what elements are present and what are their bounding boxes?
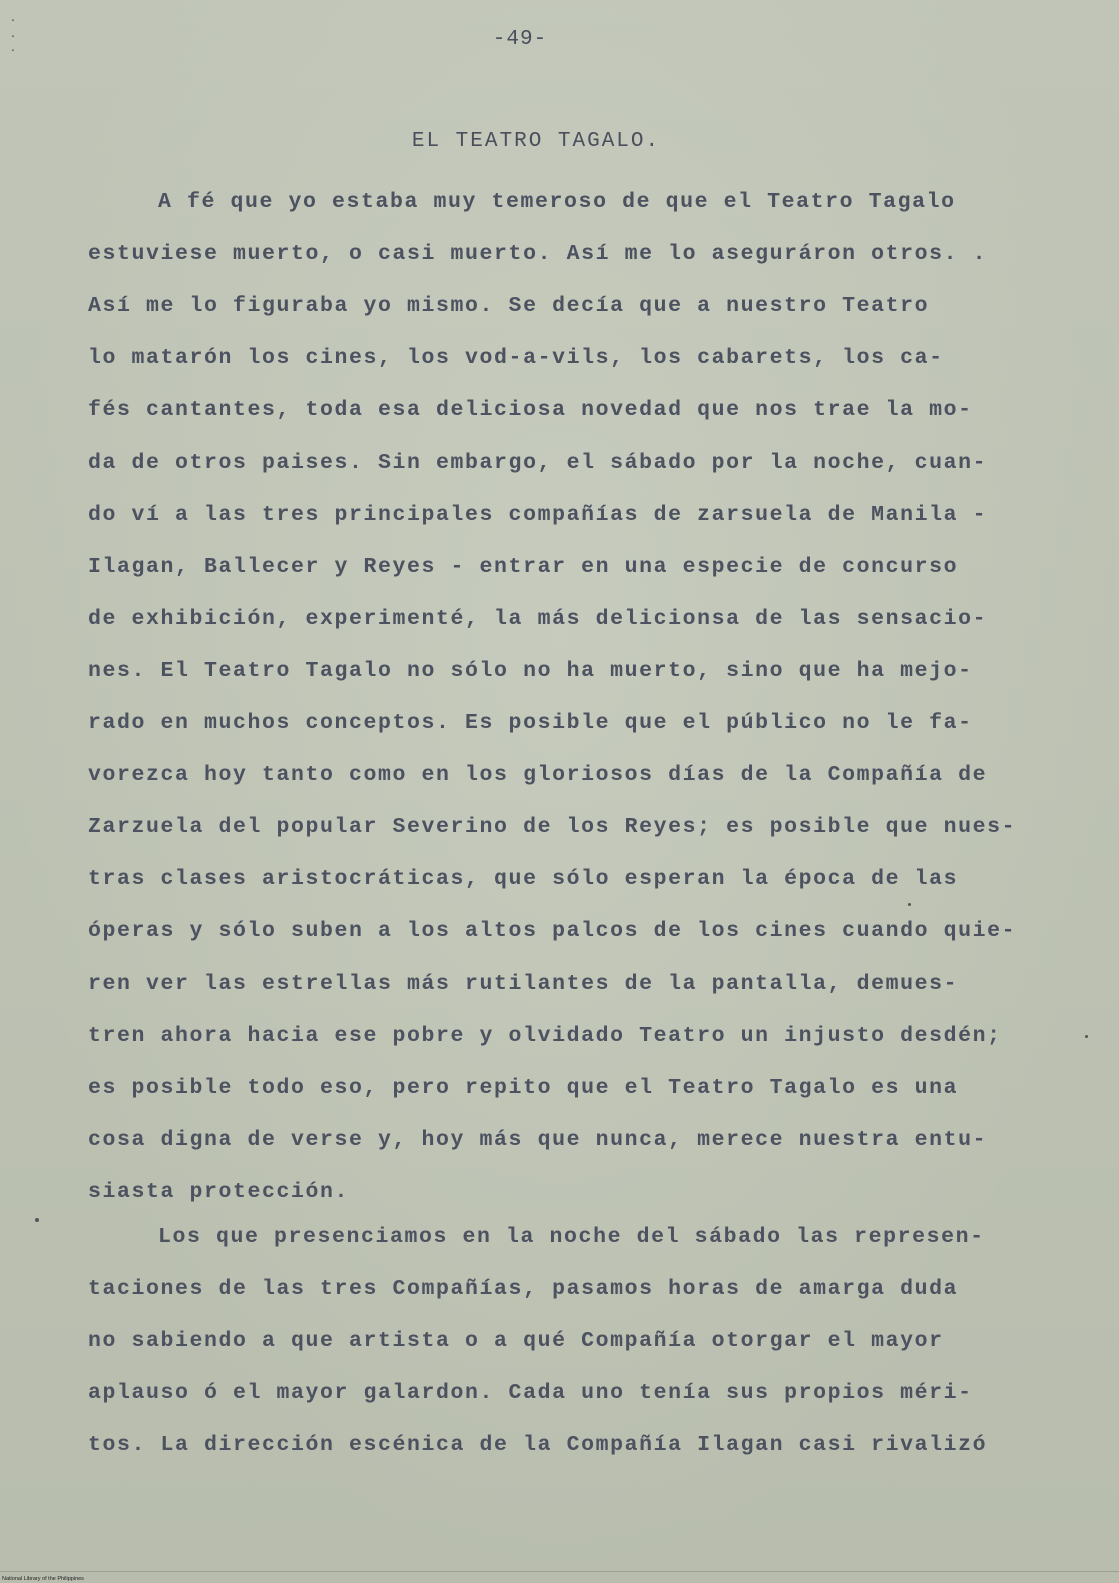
document-page: . . . -49- EL TEATRO TAGALO. A fé que yo estaba muy temeroso de que el Teatro Tagalo estuviese muerto, o casi muerto. Así me lo aseguráron otros. . Así me lo figuraba yo mismo. Se decía que a nuestro Teatro lo matarón los cines, los vod-a-vils, los cabarets, los ca- fés cantantes, toda esa deliciosa novedad que nos trae la mo- da de otros paises. Sin embargo, el sábado por la noche, cuan- do ví a las tres principales compañías de zarsuela de Manila - Ilagan, Ballecer y Reyes - entrar en una especie de concurso de exhibición, experimenté, la más delicionsa de las sensacio- nes. El Teatro Tagalo no sólo no ha muerto, sino que ha mejo- rado en muchos conceptos. Es posible que el público no le fa- vorezca hoy tanto como en los gloriosos días de la Compañía de Zarzuela del popular Severino de los Reyes; es posible que nues- tras clases aristocráticas, que sólo esperan la época de las óperas y sólo suben a los altos palcos de los cines cuando quie- ren ver las estrellas más rutilantes de la pantalla, demues- tren ahora hacia ese pobre y olvidado Teatro un injusto desdén; es posible todo eso, pero repito que el Teatro Tagalo es una cosa digna de verse y, hoy más que nunca, merece nuestra entu- siasta protección. Los que presenciamos en la noche del sábado las represen- taciones de las tres Compañías, pasamos horas de amarga duda no sabiendo a que artista o a qué Compañía otorgar el mayor aplauso ó el mayor galardon. Cada uno tenía sus propios méri- tos. La dirección escénica de la Compañía Ilagan casi rivalizó National Library of the Philippines [0,0,1119,1583]
scan-edge [0,1571,1119,1572]
text-line: Zarzuela del popular Severino de los Reyes; es posible que nues- [88,815,1017,840]
ink-speck [1085,1035,1088,1038]
text-line: Ilagan, Ballecer y Reyes - entrar en una especie de concurso [88,554,959,579]
text-line: aplauso ó el mayor galardon. Cada uno tenía sus propios méri- [88,1381,973,1406]
text-line: no sabiendo a que artista o a qué Compañía otorgar el mayor [88,1329,944,1354]
text-line: Así me lo figuraba yo mismo. Se decía que a nuestro Teatro [88,294,930,319]
page-number: -49- [492,28,548,51]
text-line: do ví a las tres principales compañías de zarsuela de Manila - [88,502,988,527]
ink-speck [908,903,911,906]
text-line: óperas y sólo suben a los altos palcos de los cines cuando quie- [88,919,1017,944]
text-line: siasta protección. [88,1179,350,1204]
text-line: A fé que yo estaba muy temeroso de que el Teatro Tagalo [158,190,956,214]
text-line: da de otros paises. Sin embargo, el sábado por la noche, cuan- [88,450,988,475]
ink-speck [35,1218,39,1222]
text-line: Los que presenciamos en la noche del sábado las represen- [158,1225,985,1249]
text-line: tos. La dirección escénica de la Compañía Ilagan casi rivalizó [88,1433,988,1458]
text-line: tras clases aristocráticas, que sólo esperan la época de las [88,867,959,892]
text-line: vorezca hoy tanto como en los gloriosos días de la Compañía de [88,763,988,788]
text-line: tren ahora hacia ese pobre y olvidado Teatro un injusto desdén; [88,1023,1002,1048]
text-line: estuviese muerto, o casi muerto. Así me lo aseguráron otros. . [88,242,988,267]
text-line: rado en muchos conceptos. Es posible que el público no le fa- [88,711,973,735]
page-title: EL TEATRO TAGALO. [411,130,661,153]
text-line: taciones de las tres Compañías, pasamos horas de amarga duda [88,1277,959,1302]
text-line: es posible todo eso, pero repito que el Teatro Tagalo es una [88,1075,959,1100]
text-line: de exhibición, experimenté, la más delicionsa de las sensacio- [88,606,988,631]
library-credit: National Library of the Philippines [2,1576,84,1582]
text-line: lo matarón los cines, los vod-a-vils, los cabarets, los ca- [88,346,944,371]
text-line: ren ver las estrellas más rutilantes de la pantalla, demues- [88,971,959,996]
text-line: cosa digna de verse y, hoy más que nunca, merece nuestra entu- [88,1127,988,1152]
text-line: fés cantantes, toda esa deliciosa novedad que nos trae la mo- [88,398,973,423]
text-line: nes. El Teatro Tagalo no sólo no ha muerto, sino que ha mejo- [88,658,973,683]
